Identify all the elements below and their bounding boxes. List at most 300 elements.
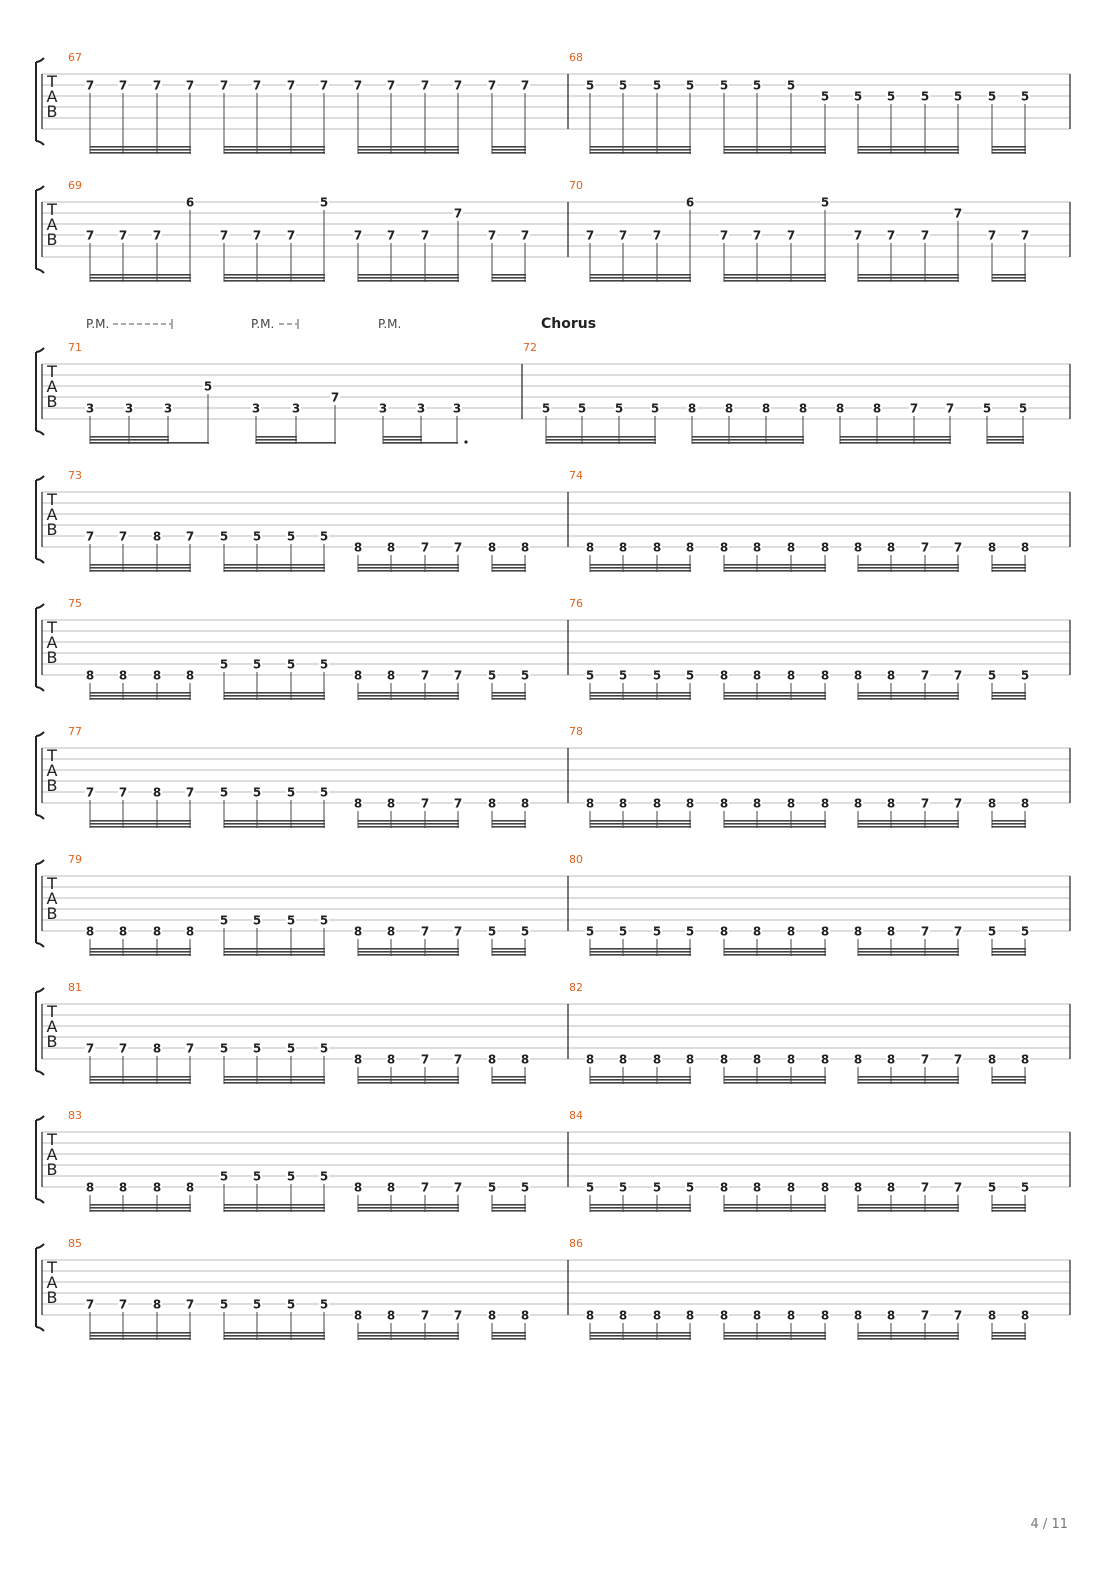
beam — [590, 1207, 691, 1209]
tab-clef-letter: B — [46, 1032, 58, 1051]
beam — [358, 1335, 459, 1337]
fret-number: 5 — [886, 89, 896, 104]
beam — [724, 954, 826, 956]
beam — [90, 823, 191, 825]
fret-number: 5 — [319, 1169, 329, 1184]
fret-number: 3 — [452, 401, 462, 416]
beam — [358, 146, 459, 148]
fret-number: 7 — [1020, 228, 1030, 243]
bar-number: 79 — [68, 853, 82, 866]
beam — [90, 1076, 191, 1078]
beam — [492, 570, 526, 572]
palm-mute-label: P.M. — [251, 317, 275, 331]
fret-number: 8 — [585, 1308, 595, 1323]
fret-number: 8 — [1020, 796, 1030, 811]
page-number: 4 / 11 — [1030, 1517, 1068, 1532]
fret-number: 7 — [286, 78, 296, 93]
beam — [724, 1204, 826, 1206]
fret-number: 5 — [219, 913, 229, 928]
beam — [858, 570, 959, 572]
fret-number: 5 — [252, 1169, 262, 1184]
fret-number: 7 — [420, 540, 430, 555]
fret-number: 8 — [685, 1308, 695, 1323]
fret-number: 8 — [853, 796, 863, 811]
beam — [224, 152, 325, 154]
beam — [90, 152, 191, 154]
beam — [224, 274, 325, 276]
fret-number: 8 — [152, 785, 162, 800]
fret-number: 8 — [752, 540, 762, 555]
beam — [90, 1207, 191, 1209]
beam — [492, 1207, 526, 1209]
fret-number: 8 — [152, 1041, 162, 1056]
beam — [858, 951, 959, 953]
beam — [858, 280, 959, 282]
beam — [724, 1335, 826, 1337]
fret-number: 7 — [420, 668, 430, 683]
beam — [858, 146, 959, 148]
beam — [858, 948, 959, 950]
fret-number: 8 — [820, 924, 830, 939]
fret-number: 5 — [719, 78, 729, 93]
beam — [90, 1210, 191, 1212]
bar-number: 78 — [569, 725, 583, 738]
fret-number: 7 — [330, 390, 340, 405]
fret-number: 5 — [982, 401, 992, 416]
beam — [492, 149, 526, 151]
beam — [492, 280, 526, 282]
beam — [858, 1076, 959, 1078]
beam — [492, 564, 526, 566]
fret-number: 8 — [687, 401, 697, 416]
beam — [224, 1332, 325, 1334]
beam — [492, 1082, 526, 1084]
fret-number: 5 — [286, 1169, 296, 1184]
fret-number: 5 — [219, 1297, 229, 1312]
beam — [358, 1338, 459, 1340]
beam — [590, 820, 691, 822]
fret-number: 8 — [685, 1052, 695, 1067]
beam — [987, 436, 1024, 438]
beam — [992, 567, 1026, 569]
bar-number: 85 — [68, 1237, 82, 1250]
bar-number: 80 — [569, 853, 583, 866]
fret-number: 5 — [219, 529, 229, 544]
fret-number: 7 — [453, 1052, 463, 1067]
beam — [90, 439, 169, 441]
fret-number: 3 — [85, 401, 95, 416]
fret-number: 8 — [719, 796, 729, 811]
fret-number: 5 — [853, 89, 863, 104]
beam — [858, 954, 959, 956]
beam — [358, 692, 459, 694]
fret-number: 7 — [953, 1052, 963, 1067]
tab-clef-letter: A — [46, 505, 58, 524]
fret-number: 7 — [487, 78, 497, 93]
fret-number: 7 — [185, 1041, 195, 1056]
beam — [90, 1338, 191, 1340]
beam — [90, 146, 191, 148]
fret-number: 7 — [953, 1308, 963, 1323]
beam — [590, 951, 691, 953]
fret-number: 5 — [286, 1297, 296, 1312]
beam — [992, 1332, 1026, 1334]
system-bracket — [36, 732, 44, 819]
fret-number: 8 — [386, 1180, 396, 1195]
fret-number: 7 — [118, 1041, 128, 1056]
fret-number: 5 — [487, 924, 497, 939]
fret-number: 8 — [520, 1052, 530, 1067]
fret-number: 5 — [520, 1180, 530, 1195]
fret-number: 5 — [685, 1180, 695, 1195]
fret-number: 8 — [118, 668, 128, 683]
beam — [358, 152, 459, 154]
beam — [992, 948, 1026, 950]
fret-number: 5 — [286, 529, 296, 544]
fret-number: 8 — [152, 529, 162, 544]
dot — [464, 440, 467, 443]
fret-number: 7 — [920, 1308, 930, 1323]
fret-number: 7 — [85, 529, 95, 544]
system-bracket — [36, 58, 44, 145]
fret-number: 7 — [420, 1180, 430, 1195]
fret-number: 8 — [853, 1308, 863, 1323]
fret-number: 7 — [219, 78, 229, 93]
fret-number: 5 — [319, 657, 329, 672]
bar-number: 68 — [569, 51, 583, 64]
fret-number: 7 — [953, 1180, 963, 1195]
beam — [358, 570, 459, 572]
fret-number: 8 — [719, 540, 729, 555]
beam — [224, 1204, 325, 1206]
fret-number: 5 — [319, 529, 329, 544]
beam — [90, 570, 191, 572]
tab-clef-letter: A — [46, 1017, 58, 1036]
beam — [590, 570, 691, 572]
fret-number: 7 — [85, 785, 95, 800]
beam — [590, 826, 691, 828]
fret-number: 7 — [152, 78, 162, 93]
fret-number: 8 — [853, 924, 863, 939]
beam — [224, 1076, 325, 1078]
beam — [492, 823, 526, 825]
beam — [840, 439, 951, 441]
fret-number: 8 — [85, 924, 95, 939]
beam — [590, 1335, 691, 1337]
fret-number: 7 — [453, 1180, 463, 1195]
fret-number: 5 — [219, 1041, 229, 1056]
fret-number: 8 — [487, 1052, 497, 1067]
beam — [858, 820, 959, 822]
beam — [992, 1338, 1026, 1340]
beam — [256, 439, 297, 441]
fret-number: 5 — [252, 1041, 262, 1056]
beam — [590, 954, 691, 956]
fret-number: 8 — [761, 401, 771, 416]
bar-number: 82 — [569, 981, 583, 994]
fret-number: 7 — [252, 78, 262, 93]
beam — [358, 826, 459, 828]
beam — [590, 1210, 691, 1212]
fret-number: 7 — [953, 206, 963, 221]
tab-clef-letter: B — [46, 520, 58, 539]
beam — [90, 1082, 191, 1084]
beam — [858, 826, 959, 828]
fret-number: 8 — [353, 540, 363, 555]
fret-number: 7 — [953, 540, 963, 555]
bar-number: 70 — [569, 179, 583, 192]
beam — [858, 1079, 959, 1081]
beam — [90, 564, 191, 566]
fret-number: 3 — [251, 401, 261, 416]
bar-number: 75 — [68, 597, 82, 610]
fret-number: 5 — [618, 1180, 628, 1195]
fret-number: 5 — [618, 924, 628, 939]
beam — [492, 820, 526, 822]
fret-number: 7 — [453, 1308, 463, 1323]
fret-number: 7 — [219, 228, 229, 243]
system-bracket — [36, 476, 44, 563]
tab-clef-letter: B — [46, 230, 58, 249]
fret-number: 8 — [872, 401, 882, 416]
fret-number: 5 — [520, 924, 530, 939]
fret-number: 5 — [319, 1041, 329, 1056]
beam — [724, 149, 826, 151]
tab-clef-letter: B — [46, 392, 58, 411]
fret-number: 7 — [353, 78, 363, 93]
fret-number: 8 — [152, 924, 162, 939]
fret-number: 7 — [85, 78, 95, 93]
fret-number: 8 — [353, 1308, 363, 1323]
fret-number: 8 — [520, 540, 530, 555]
fret-number: 5 — [319, 195, 329, 210]
fret-number: 8 — [618, 540, 628, 555]
fret-number: 8 — [118, 924, 128, 939]
beam — [358, 954, 459, 956]
bar-number: 77 — [68, 725, 82, 738]
beam — [987, 439, 1024, 441]
fret-number: 8 — [185, 668, 195, 683]
bar-number: 84 — [569, 1109, 583, 1122]
fret-number: 8 — [386, 668, 396, 683]
beam — [224, 954, 325, 956]
beam — [358, 280, 459, 282]
fret-number: 5 — [219, 657, 229, 672]
tab-clef-letter: T — [47, 746, 57, 765]
beam — [90, 1079, 191, 1081]
beam — [358, 1210, 459, 1212]
tab-clef-letter: T — [47, 874, 57, 893]
bar-number: 72 — [523, 341, 537, 354]
fret-number: 8 — [752, 796, 762, 811]
beam — [90, 951, 191, 953]
fret-number: 7 — [118, 78, 128, 93]
beam — [546, 442, 656, 444]
fret-number: 5 — [618, 78, 628, 93]
fret-number: 8 — [798, 401, 808, 416]
fret-number: 7 — [453, 668, 463, 683]
beam — [90, 820, 191, 822]
fret-number: 7 — [85, 1041, 95, 1056]
fret-number: 8 — [685, 796, 695, 811]
fret-number: 7 — [953, 924, 963, 939]
beam — [224, 1338, 325, 1340]
fret-number: 8 — [786, 540, 796, 555]
beam — [358, 1076, 459, 1078]
fret-number: 7 — [420, 228, 430, 243]
fret-number: 5 — [786, 78, 796, 93]
beam — [992, 277, 1026, 279]
beam — [590, 692, 691, 694]
fret-number: 7 — [719, 228, 729, 243]
fret-number: 8 — [1020, 1052, 1030, 1067]
fret-number: 8 — [886, 1180, 896, 1195]
beam — [858, 277, 959, 279]
tab-clef-letter: B — [46, 904, 58, 923]
beam — [992, 1207, 1026, 1209]
fret-number: 8 — [853, 1052, 863, 1067]
fret-number: 5 — [1020, 668, 1030, 683]
beam — [724, 820, 826, 822]
beam — [724, 1079, 826, 1081]
tab-clef-letter: A — [46, 633, 58, 652]
tab-clef-letter: A — [46, 215, 58, 234]
fret-number: 8 — [353, 1052, 363, 1067]
tab-clef-letter: T — [47, 200, 57, 219]
beam — [858, 1210, 959, 1212]
beam — [224, 826, 325, 828]
beam — [992, 1079, 1026, 1081]
beam — [692, 436, 804, 438]
beam — [724, 277, 826, 279]
fret-number: 5 — [1020, 924, 1030, 939]
fret-number: 5 — [685, 668, 695, 683]
bar-number: 83 — [68, 1109, 82, 1122]
fret-number: 8 — [886, 1052, 896, 1067]
tab-clef-letter: A — [46, 1273, 58, 1292]
fret-number: 5 — [286, 1041, 296, 1056]
beam — [992, 698, 1026, 700]
fret-number: 8 — [386, 924, 396, 939]
beam — [90, 280, 191, 282]
fret-number: 8 — [786, 668, 796, 683]
fret-number: 8 — [585, 1052, 595, 1067]
beam — [492, 948, 526, 950]
fret-number: 7 — [185, 785, 195, 800]
fret-number: 8 — [987, 1308, 997, 1323]
beam — [724, 692, 826, 694]
fret-number: 5 — [652, 924, 662, 939]
beam — [692, 442, 804, 444]
beam — [992, 695, 1026, 697]
tab-clef-letter: T — [47, 618, 57, 637]
fret-number: 8 — [487, 796, 497, 811]
fret-number: 8 — [386, 796, 396, 811]
beam — [992, 152, 1026, 154]
fret-number: 8 — [520, 796, 530, 811]
fret-number: 5 — [252, 913, 262, 928]
beam — [724, 695, 826, 697]
fret-number: 8 — [85, 668, 95, 683]
fret-number: 8 — [987, 540, 997, 555]
beam — [224, 149, 325, 151]
tab-clef-letter: B — [46, 1160, 58, 1179]
beam — [492, 146, 526, 148]
fret-number: 5 — [652, 1180, 662, 1195]
tab-clef-letter: B — [46, 1288, 58, 1307]
beam — [224, 1210, 325, 1212]
beam — [992, 1082, 1026, 1084]
fret-number: 7 — [453, 540, 463, 555]
beam — [840, 442, 951, 444]
fret-number: 8 — [786, 1180, 796, 1195]
fret-number: 7 — [886, 228, 896, 243]
fret-number: 7 — [786, 228, 796, 243]
fret-number: 8 — [752, 924, 762, 939]
fret-number: 8 — [886, 1308, 896, 1323]
beam — [492, 692, 526, 694]
beam — [858, 823, 959, 825]
fret-number: 7 — [920, 796, 930, 811]
fret-number: 8 — [618, 1052, 628, 1067]
fret-number: 8 — [652, 796, 662, 811]
beam — [992, 564, 1026, 566]
beam — [724, 152, 826, 154]
fret-number: 7 — [185, 529, 195, 544]
system-bracket — [36, 186, 44, 273]
fret-number: 8 — [152, 1180, 162, 1195]
beam — [858, 692, 959, 694]
beam — [992, 274, 1026, 276]
fret-number: 7 — [453, 78, 463, 93]
beam — [724, 951, 826, 953]
beam — [987, 442, 1024, 444]
fret-number: 8 — [152, 1297, 162, 1312]
fret-number: 8 — [719, 668, 729, 683]
fret-number: 7 — [920, 228, 930, 243]
beam — [724, 948, 826, 950]
fret-number: 5 — [614, 401, 624, 416]
beam — [358, 695, 459, 697]
beam — [358, 274, 459, 276]
tab-clef-letter: T — [47, 1258, 57, 1277]
beam — [590, 1082, 691, 1084]
fret-number: 8 — [118, 1180, 128, 1195]
beam — [358, 951, 459, 953]
beam — [492, 951, 526, 953]
beam — [224, 698, 325, 700]
beam — [492, 1079, 526, 1081]
beam — [858, 1207, 959, 1209]
fret-number: 3 — [163, 401, 173, 416]
beam — [358, 277, 459, 279]
fret-number: 7 — [386, 78, 396, 93]
beam — [546, 439, 656, 441]
fret-number: 7 — [520, 78, 530, 93]
fret-number: 7 — [118, 529, 128, 544]
bar-number: 76 — [569, 597, 583, 610]
fret-number: 5 — [650, 401, 660, 416]
beam — [590, 823, 691, 825]
fret-number: 8 — [820, 1052, 830, 1067]
beam — [858, 1335, 959, 1337]
tab-clef-letter: A — [46, 889, 58, 908]
beam — [992, 280, 1026, 282]
fret-number: 7 — [920, 1052, 930, 1067]
fret-number: 5 — [219, 1169, 229, 1184]
fret-number: 5 — [203, 379, 213, 394]
fret-number: 8 — [820, 1180, 830, 1195]
